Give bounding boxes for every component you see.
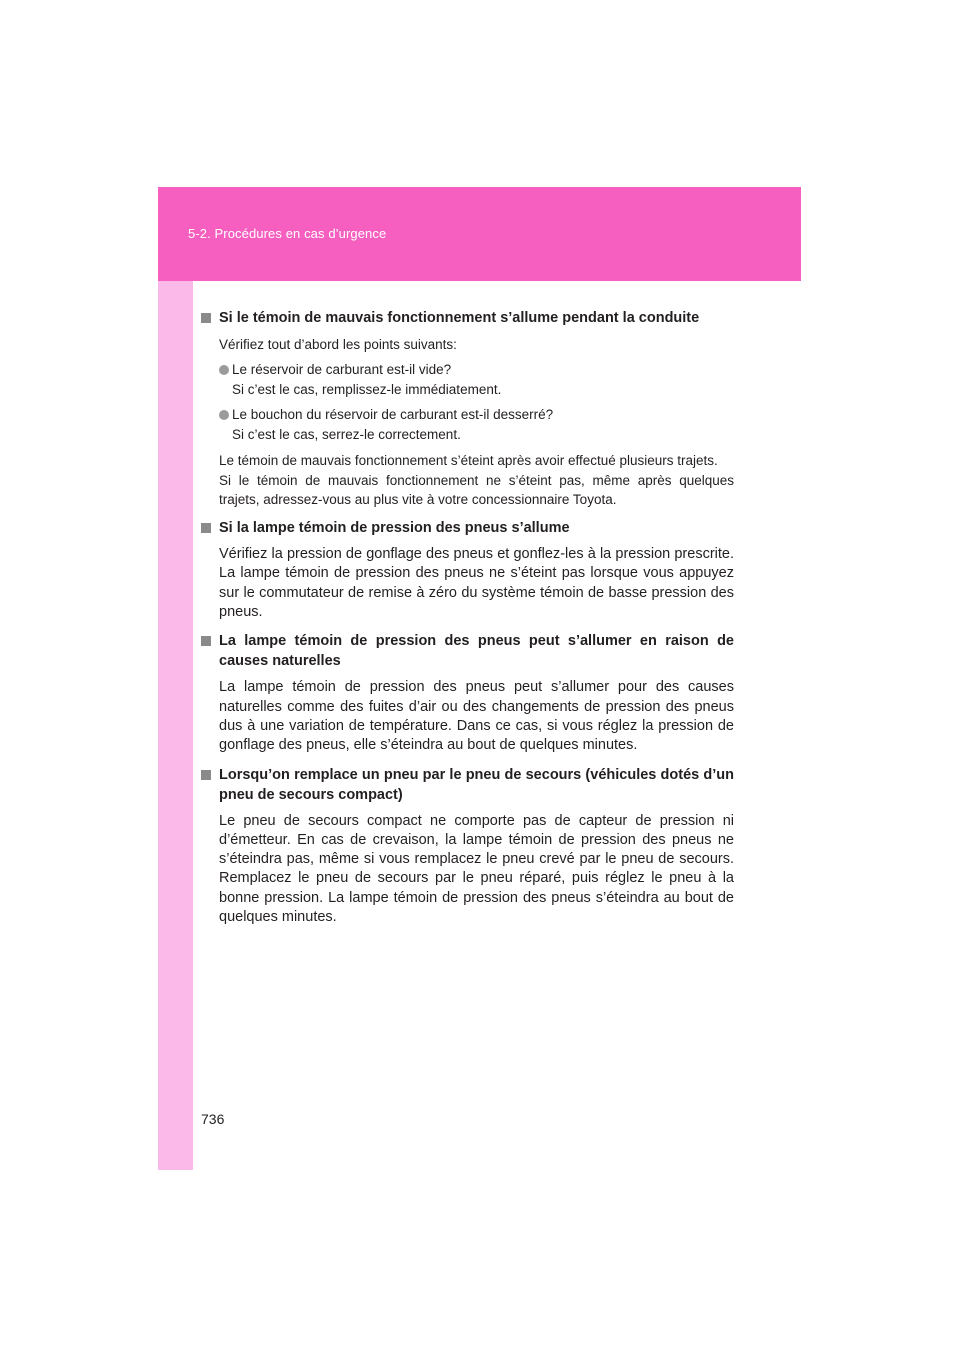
page-content [201, 308, 734, 927]
circle-bullet-icon [219, 410, 229, 420]
circle-bullet-icon [219, 365, 229, 375]
page-number: 736 [201, 1111, 225, 1127]
section-tire-pressure-light [201, 518, 734, 622]
section-spare-tire [201, 765, 734, 928]
section-title: La lampe témoin de pression des pneus peut s’allumer en raison de causes naturelles [201, 631, 734, 671]
square-bullet-icon [201, 770, 211, 780]
note-paragraph: Si le témoin de mauvais fonctionnement ne s’éteint pas, même après quelques trajets, adressez-vous au plus vite à votre concessionnaire Toyota. [219, 472, 734, 507]
section-natural-causes [201, 631, 734, 755]
section-title: Si le témoin de mauvais fonctionnement s’allume pendant la conduite [201, 308, 734, 328]
list-item: Le réservoir de carburant est-il vide? Si c’est le cas, remplissez-le immédiatement. [201, 360, 734, 399]
list-item: Le bouchon du réservoir de carburant est-il desserré? Si c’est le cas, serrez-le correctement. [201, 405, 734, 444]
section-body: Vérifiez la pression de gonflage des pneus et gonflez-les à la pression prescrite. La lampe témoin de pression des pneus ne s’éteint pas lorsque vous appuyez sur le commutateur de remise à zéro du système témoin de basse pression des pneus. [219, 546, 734, 621]
section-body: Le pneu de secours compact ne comporte pas de capteur de pression ni d’émetteur. En cas de crevaison, la lampe témoin de pression des pneus ne s’éteindra pas, même si vous remplacez le pneu crevé par le pneu de secours. Remplacez le pneu de secours par le pneu réparé, puis réglez le pneu à la bonne pression. La lampe témoin de pression des pneus s’éteindra au bout de quelques minutes. [219, 812, 734, 926]
section-body: La lampe témoin de pression des pneus peut s’allumer pour des causes naturelles comme des fuites d’air ou des changements de pression des pneus dus à une variation de température. Dans ce cas, si vous réglez la pression de gonflage des pneus, elle s’éteindra au bout de quelques minutes. [219, 679, 734, 754]
side-margin-band [158, 281, 193, 1170]
section-malfunction-light [201, 308, 734, 509]
section-header-label: 5-2. Procédures en cas d’urgence [188, 226, 387, 241]
section-title: Si la lampe témoin de pression des pneus s’allume [201, 518, 734, 538]
section-intro: Vérifiez tout d’abord les points suivants: [219, 337, 457, 352]
square-bullet-icon [201, 523, 211, 533]
note-paragraph: Le témoin de mauvais fonctionnement s’éteint après avoir effectué plusieurs trajets. [219, 453, 718, 469]
square-bullet-icon [201, 313, 211, 323]
section-title: Lorsqu’on remplace un pneu par le pneu de secours (véhicules dotés d’un pneu de secours compact) [201, 765, 734, 805]
square-bullet-icon [201, 636, 211, 646]
